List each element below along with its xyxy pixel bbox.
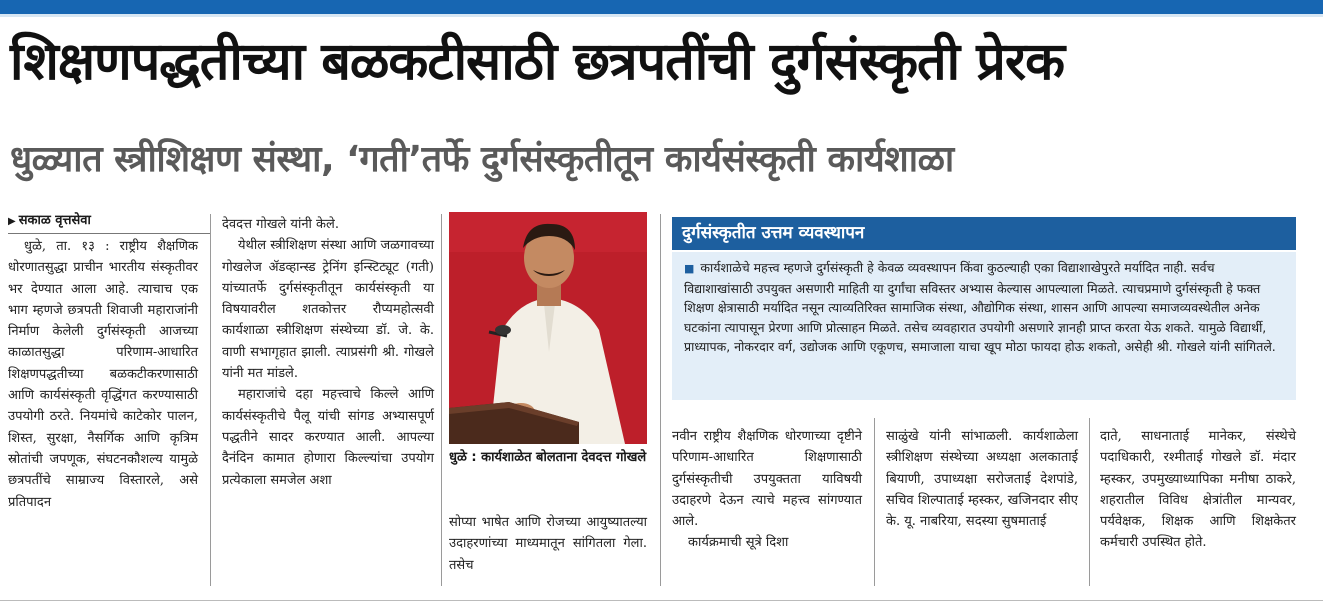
article-column-6 bbox=[1100, 426, 1296, 554]
footer-rule bbox=[0, 600, 1323, 601]
sidebar-title: दुर्गसंस्कृतीत उत्तम व्यवस्थापन bbox=[672, 217, 1296, 250]
byline-text: सकाळ वृत्तसेवा bbox=[18, 213, 91, 228]
article-paragraph: दाते, साधनाताई मानेकर, संस्थेचे पदाधिकारी, रश्मीताई गोखले डॉ. मंदार म्हस्कर, उपमुख्याध्यापिका मनीषा ठाकरे, शहरातील विविध क्षेत्रांतील मान्यवर, पर्यवेक्षक, शिक्षक आणि शिक्षकेतर कर्मचारी उपस्थित होते. bbox=[1100, 429, 1296, 551]
headline: शिक्षणपद्धतीच्या बळकटीसाठी छत्रपतींची दुर्गसंस्कृती प्रेरक bbox=[10, 32, 1065, 92]
bullet-square-icon: ■ bbox=[684, 262, 695, 275]
speaker-photo bbox=[449, 212, 647, 444]
article-paragraph: नवीन राष्ट्रीय शैक्षणिक धोरणाच्या दृष्टीने परिणाम-आधारित शिक्षणासाठी दुर्गसंस्कृतीची उपयुक्तता याविषयी उदाहरणे देऊन त्याचे महत्त्व सांगण्यात आले. bbox=[672, 429, 862, 530]
top-color-bar bbox=[0, 0, 1323, 14]
column-divider bbox=[660, 214, 661, 586]
article-paragraph: सोप्या भाषेत आणि रोजच्या आयुष्यातल्या उदाहरणांच्या माध्यमातून सांगितला गेला. तसेच bbox=[449, 515, 647, 573]
subheadline: धुळ्यात स्त्रीशिक्षण संस्था, ‘गती’तर्फे दुर्गसंस्कृतीतून कार्यसंस्कृती कार्यशाळा bbox=[10, 139, 954, 180]
article-column-1 bbox=[8, 236, 198, 513]
photo-caption: धुळे : कार्यशाळेत बोलताना देवदत्त गोखले bbox=[449, 450, 647, 465]
byline-triangle-icon: ▶ bbox=[8, 216, 16, 227]
column-divider bbox=[210, 214, 211, 586]
sidebar-box bbox=[672, 252, 1296, 400]
article-column-5 bbox=[886, 426, 1078, 532]
article-column-3 bbox=[449, 512, 647, 576]
article-paragraph: महाराजांचे दहा महत्त्वाचे किल्ले आणि कार्यसंस्कृतीचे पैलू यांची सांगड अभ्यासपूर्ण पद्धतीने सादर करण्यात आली. आपल्या दैनंदिन कामात होणारा किल्ल्यांचा उपयोग प्रत्येकाला समजेल अशा bbox=[222, 387, 434, 488]
speaker-illustration bbox=[449, 212, 647, 444]
article-paragraph: साळुंखे यांनी सांभाळली. कार्यशाळेला स्त्रीशिक्षण संस्थेच्या अध्यक्षा अलकाताई बियाणी, उपाध्यक्षा सरोजताई देशपांडे, सचिव शिल्पाताई म्हस्कर, खजिनदार सीए के. यू. नाबरिया, सदस्या सुषमाताई bbox=[886, 429, 1078, 530]
article-paragraph: कार्यक्रमाची सूत्रे दिशा bbox=[688, 535, 789, 551]
article-column-2 bbox=[222, 214, 434, 491]
byline bbox=[8, 209, 210, 234]
column-divider bbox=[874, 418, 875, 586]
column-divider bbox=[441, 214, 442, 586]
column-divider bbox=[1089, 418, 1090, 586]
top-color-bar-shadow bbox=[0, 14, 1323, 17]
article-paragraph: धुळे, ता. १३ : राष्ट्रीय शैक्षणिक धोरणातसुद्धा प्राचीन भारतीय संस्कृतीवर भर देण्यात आला आहे. त्याचाच एक भाग म्हणजे छत्रपती शिवाजी महाराजांनी निर्माण केलेली दुर्गसंस्कृती आजच्या काळातसुद्धा परिणाम-आधारित शिक्षणपद्धतीच्या बळकटीकरणासाठी आणि कार्यसंस्कृती वृद्धिंगत करण्यासाठी उपयोगी ठरते. नियमांचे काटेकोर पालन, शिस्त, सुरक्षा, नैसर्गिक आणि कृत्रिम स्रोतांची जपणूक, संघटनकौशल्य यामुळे छत्रपतींचे साम्राज्य विस्तारले, असे प्रतिपादन bbox=[8, 239, 198, 510]
article-paragraph: येथील स्त्रीशिक्षण संस्था आणि जळगावच्या गोखलेज ॲडव्हान्स्ड ट्रेनिंग इन्स्टिट्यूट (गती) यांच्यातर्फे दुर्गसंस्कृतीतून कार्यसंस्कृती या विषयावरील शतकोत्तर रौप्यमहोत्सवी कार्यशाळा स्त्रीशिक्षण संस्थेच्या डॉ. जे. के. वाणी सभागृहात झाली. त्याप्रसंगी श्री. गोखले यांनी मत मांडले. bbox=[222, 238, 434, 382]
sidebar-body: कार्यशाळेचे महत्त्व म्हणजे दुर्गसंस्कृती हे केवळ व्यवस्थापन किंवा कुठल्याही एका विद्याशाखेपुरते मर्यादित नाही. सर्वच विद्याशाखांसाठी उपयुक्त असणारी माहिती या दुर्गांचा सविस्तर अभ्यास केल्यास आपल्याला मिळते. त्याचप्रमाणे दुर्गसंस्कृती हे फक्त शिक्षण क्षेत्रासाठी मर्यादित नसून त्याव्यतिरिक्त सामाजिक संस्था, औद्योगिक संस्था, शासन आणि आपल्या समाजव्यवस्थेतील अनेक घटकांना त्यापासून प्रेरणा आणि प्रोत्साहन मिळते. तसेच व्यवहारात उपयोगी असणारे ज्ञानही प्राप्त करता येऊ शकते. यामुळे विद्यार्थी, प्राध्यापक, नोकरदार वर्ग, उद्योजक आणि एकूणच, समाजाला याचा खूप मोठा फायदा होऊ शकतो, असेही श्री. गोखले यांनी सांगितले. bbox=[684, 260, 1276, 354]
article-column-4 bbox=[672, 426, 862, 554]
article-paragraph: देवदत्त गोखले यांनी केले. bbox=[222, 217, 339, 232]
